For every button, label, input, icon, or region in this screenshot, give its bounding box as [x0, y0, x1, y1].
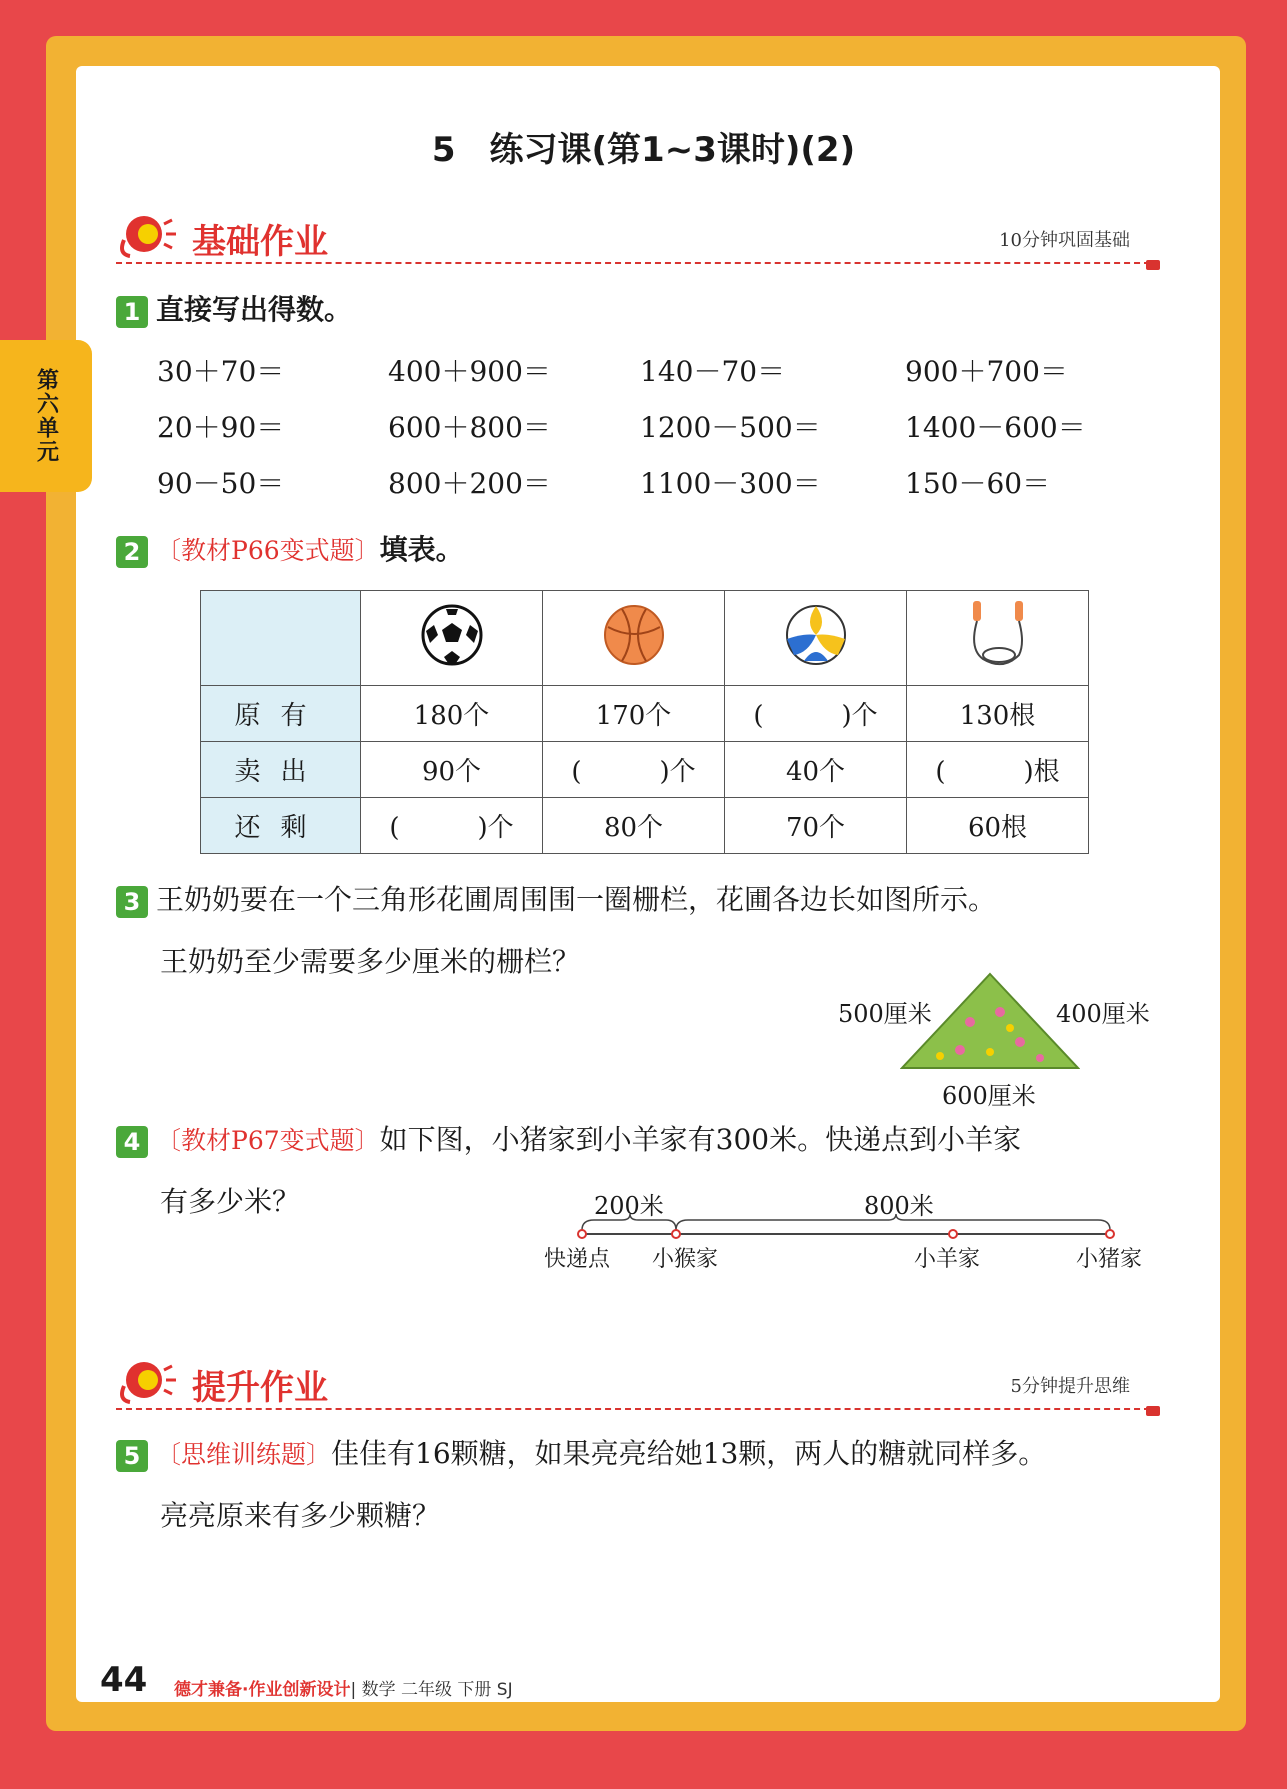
table-cell: 60根 [907, 798, 1089, 854]
calc-item: 90－50＝ [157, 467, 285, 500]
table-cell: 80个 [543, 798, 725, 854]
calc-item: 800＋200＝ [388, 467, 551, 500]
row-label: 原有 [201, 686, 361, 742]
mascot-icon [116, 1356, 178, 1406]
question-2 [116, 522, 464, 579]
question-number: 2 [116, 536, 148, 568]
table-cell: 90个 [361, 742, 543, 798]
divider-cap [1146, 260, 1160, 270]
calc-item: 600＋800＝ [388, 411, 551, 444]
row-label: 还剩 [201, 798, 361, 854]
soccer-ball-icon [420, 603, 484, 667]
point-label: 快递点 [544, 1247, 611, 1272]
calc-item: 30＋70＝ [157, 355, 285, 388]
volleyball-icon [784, 603, 848, 667]
divider-cap [1146, 1406, 1160, 1416]
mascot-icon [116, 210, 178, 260]
basketball-icon [602, 603, 666, 667]
side-label-bottom: 600厘米 [942, 1082, 1036, 1110]
section-note: 5分钟提升思维 [1010, 1376, 1130, 1397]
segment-label: 200米 [594, 1192, 664, 1220]
section-title: 基础作业 [192, 222, 328, 262]
calc-item: 20＋90＝ [157, 411, 285, 444]
footer-brand: 德才兼备·作业创新设计 [174, 1680, 351, 1700]
table-icon-cell [907, 591, 1089, 686]
unit-tab [0, 340, 92, 492]
page-title: 5 练习课(第1~3课时)(2) [431, 130, 856, 170]
question-text: 佳佳有16颗糖，如果亮亮给她13颗，两人的糖就同样多。 [331, 1437, 1047, 1470]
calc-item: 1100－300＝ [640, 467, 821, 500]
question-1 [116, 282, 352, 338]
unit-tab-label: 第六单元 [33, 368, 59, 464]
fill-table [200, 590, 1089, 854]
side-label-left: 500厘米 [838, 1000, 932, 1028]
section-header-advanced [116, 1356, 1160, 1406]
section-note: 10分钟巩固基础 [999, 230, 1130, 251]
question-number: 4 [116, 1126, 148, 1158]
table-cell: 170个 [543, 686, 725, 742]
table-icon-cell [725, 591, 907, 686]
calc-item: 1400－600＝ [905, 411, 1086, 444]
point-label: 小猴家 [652, 1247, 719, 1272]
table-corner [201, 591, 361, 686]
table-icon-cell [361, 591, 543, 686]
calc-item: 1200－500＝ [640, 411, 821, 444]
table-cell: 40个 [725, 742, 907, 798]
question-number: 1 [116, 296, 148, 328]
calc-item: 150－60＝ [905, 467, 1051, 500]
question-text-cont: 有多少米？ [160, 1185, 301, 1218]
question-text: 王奶奶要在一个三角形花圃周围围一圈栅栏，花圃各边长如图所示。 [156, 883, 997, 916]
question-text-cont: 亮亮原来有多少颗糖？ [160, 1499, 441, 1532]
point-label: 小猪家 [1076, 1247, 1143, 1272]
calc-item: 400＋900＝ [388, 355, 551, 388]
table-cell: 70个 [725, 798, 907, 854]
question-tag: 〔思维训练题〕 [156, 1440, 332, 1469]
question-text-cont: 王奶奶至少需要多少厘米的栅栏？ [160, 945, 581, 978]
side-label-right: 400厘米 [1056, 1000, 1150, 1028]
table-icon-cell [543, 591, 725, 686]
point-label: 小羊家 [914, 1247, 981, 1272]
segment-label: 800米 [864, 1192, 934, 1220]
question-5 [116, 1426, 1046, 1483]
table-cell: ( )根 [907, 742, 1089, 798]
page-number: 44 [100, 1660, 148, 1700]
footer [174, 1675, 513, 1700]
question-4 [116, 1112, 1021, 1169]
row-label: 卖出 [201, 742, 361, 798]
section-header-basic [116, 210, 1160, 260]
jump-rope-icon [963, 599, 1033, 671]
dashed-divider [116, 262, 1160, 264]
table-cell: 180个 [361, 686, 543, 742]
table-cell: ( )个 [543, 742, 725, 798]
question-text: 如下图，小猪家到小羊家有300米。快递点到小羊家 [379, 1123, 1022, 1156]
question-text: 填表。 [379, 533, 464, 566]
question-tag: 〔教材P66变式题〕 [156, 536, 380, 565]
question-number: 3 [116, 886, 148, 918]
question-3 [116, 872, 996, 928]
section-title: 提升作业 [192, 1368, 328, 1408]
table-cell: ( )个 [725, 686, 907, 742]
question-number: 5 [116, 1440, 148, 1472]
dashed-divider [116, 1408, 1160, 1410]
calc-item: 900＋700＝ [905, 355, 1068, 388]
question-text: 直接写出得数。 [156, 293, 353, 326]
question-tag: 〔教材P67变式题〕 [156, 1126, 380, 1155]
footer-meta: | 数学 二年级 下册 SJ [350, 1680, 513, 1700]
table-cell: 130根 [907, 686, 1089, 742]
calc-item: 140－70＝ [640, 355, 786, 388]
table-cell: ( )个 [361, 798, 543, 854]
